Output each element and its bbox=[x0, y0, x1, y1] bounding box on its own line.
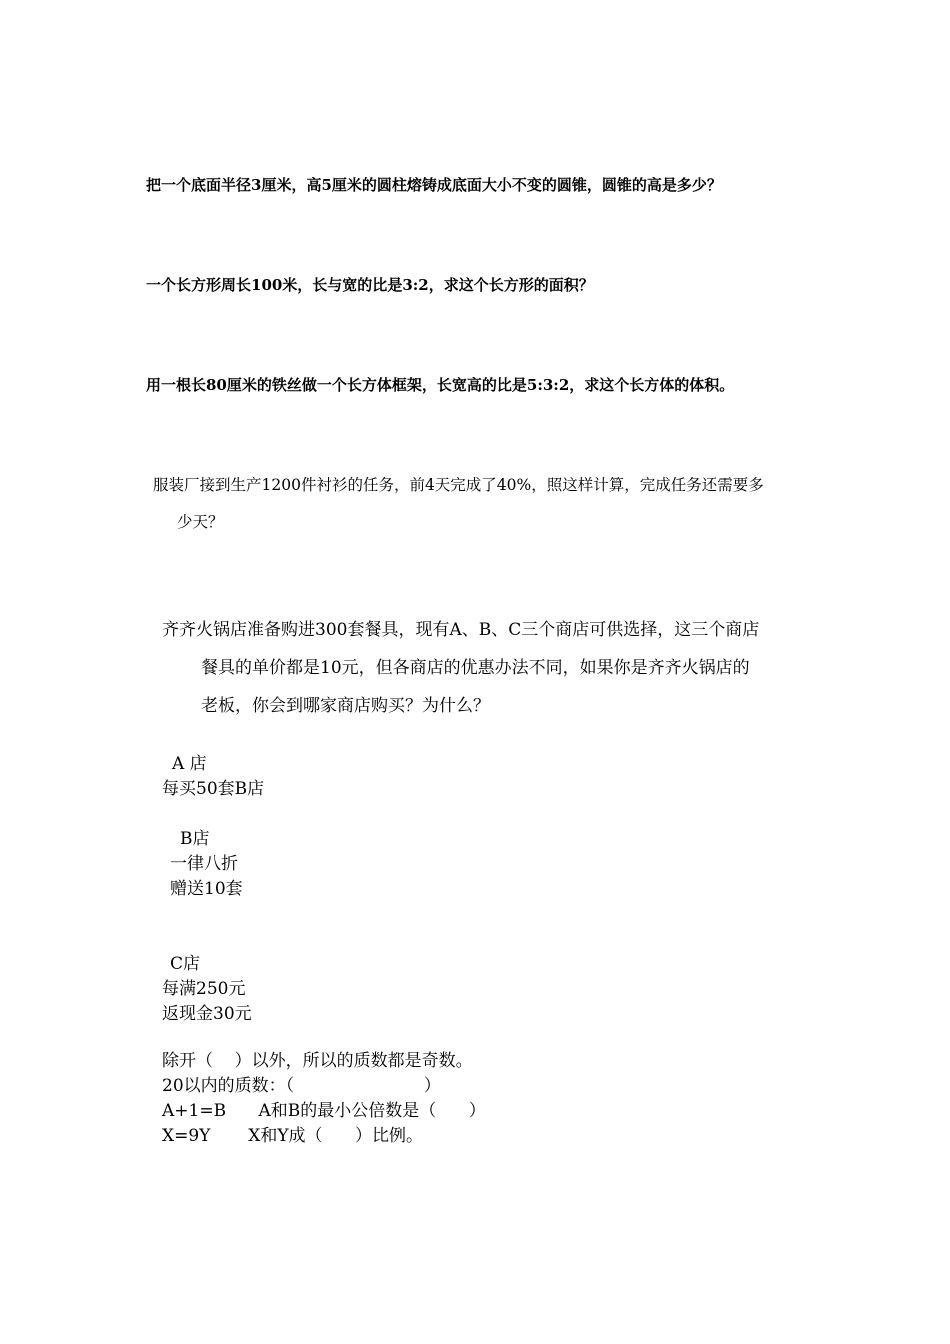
problem-2: 一个长方形周长100米，长与宽的比是3:2，求这个长方形的面积？ bbox=[146, 276, 594, 294]
fill-in-4: X=9Y X和Y成（ ）比例。 bbox=[162, 1126, 423, 1146]
store-c-offer-1: 每满250元 bbox=[162, 979, 246, 999]
store-a-title: A 店 bbox=[172, 754, 207, 774]
problem-4-line-2: 少天？ bbox=[177, 513, 224, 531]
store-a-offer: 每买50套B店 bbox=[162, 779, 265, 799]
problem-1: 把一个底面半径3厘米，高5厘米的圆柱熔铸成底面大小不变的圆锥，圆锥的高是多少？ bbox=[146, 176, 722, 194]
problem-5-line-3: 老板，你会到哪家商店购买？为什么？ bbox=[201, 696, 490, 716]
problem-5-line-1: 齐齐火锅店准备购进300套餐具，现有A、B、C三个商店可供选择，这三个商店 bbox=[162, 620, 760, 640]
store-c-title: C店 bbox=[170, 954, 201, 974]
store-b-offer-1: 一律八折 bbox=[170, 854, 238, 874]
fill-in-3: A+1=B A和B的最小公倍数是（ ） bbox=[162, 1101, 486, 1121]
problem-4-line-1: 服装厂接到生产1200件衬衫的任务，前4天完成了40%，照这样计算，完成任务还需要多 bbox=[153, 476, 764, 494]
problem-5-line-2: 餐具的单价都是10元，但各商店的优惠办法不同，如果你是齐齐火锅店的 bbox=[201, 658, 750, 678]
store-b-offer-2: 赠送10套 bbox=[170, 879, 243, 899]
store-b-title: B店 bbox=[180, 829, 210, 849]
store-c-offer-2: 返现金30元 bbox=[162, 1004, 252, 1024]
problem-3: 用一根长80厘米的铁丝做一个长方体框架，长宽高的比是5:3:2，求这个长方体的体积。 bbox=[146, 376, 735, 394]
fill-in-1: 除开（ ）以外，所以的质数都是奇数。 bbox=[162, 1051, 473, 1071]
fill-in-2: 20以内的质数：（ ） bbox=[162, 1076, 441, 1096]
